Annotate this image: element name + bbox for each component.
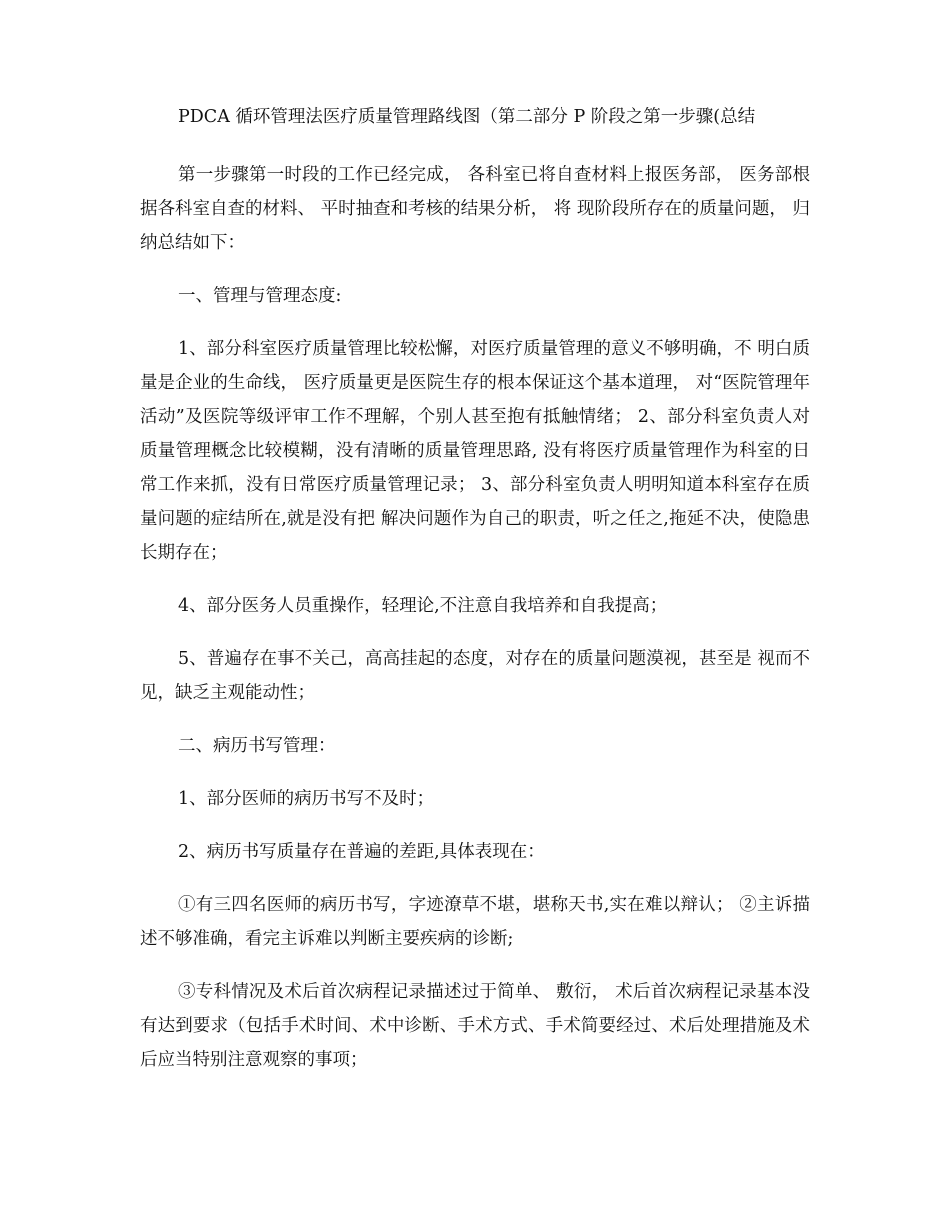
section-heading-management: 一、管理与管理态度: bbox=[178, 286, 342, 306]
paragraph-records-item-2: 2、病历书写质量存在普遍的差距,具体表现在： bbox=[178, 842, 545, 862]
paragraph-item-5: 5、普遍存在事不关己，高高挂起的态度，对存在的质量问题漠视，甚至是 视而不见，缺乏主观能动性； bbox=[140, 649, 810, 703]
paragraph-records-item-1: 1、部分医师的病历书写不及时； bbox=[178, 789, 435, 809]
document-title: PDCA 循环管理法医疗质量管理路线图（第二部分 P 阶段之第一步骤(总结 bbox=[178, 107, 756, 127]
section-heading-medical-records: 二、病历书写管理： bbox=[178, 736, 336, 756]
paragraph-records-detail-3: ③专科情况及术后首次病程记录描述过于简单、 敷衍， 术后首次病程记录基本没有达到要求（包括手术时间、术中诊断、手术方式、手术简要经过、术后处理措施及术后应当特别注意观察的事项； bbox=[140, 982, 810, 1070]
paragraph-intro: 第一步骤第一时段的工作已经完成， 各科室已将自查材料上报医务部， 医务部根据各科室自查的材料、 平时抽查和考核的结果分析， 将 现阶段所存在的质量问题， 归纳总结如下： bbox=[140, 165, 810, 253]
document-body bbox=[140, 100, 810, 1096]
paragraph-management-items: 1、部分科室医疗质量管理比较松懈，对医疗质量管理的意义不够明确，不 明白质量是企业的生命线， 医疗质量更是医院生存的根本保证这个基本道理， 对“医院管理年活动”及医院等级评审工作不理解，个别人甚至抱有抵触情绪； 2、部分科室负责人对质量管理概念比较模糊，没有清晰的质量管理思路, 没有将医疗质量管理作为科室的日常工作来抓，没有日常医疗质量管理记录； 3、部分科室负责人明明知道本科室存在质量问题的症结所在,就是没有把 解决问题作为自己的职责，听之任之,拖延不决，使隐患长期存在； bbox=[140, 339, 810, 563]
paragraph-records-detail-1-2: ①有三四名医师的病历书写，字迹潦草不堪，堪称天书,实在难以辩认； ②主诉描述不够准确，看完主诉难以判断主要疾病的诊断; bbox=[140, 895, 810, 949]
paragraph-item-4: 4、部分医务人员重操作，轻理论,不注意自我培养和自我提高； bbox=[178, 596, 668, 616]
